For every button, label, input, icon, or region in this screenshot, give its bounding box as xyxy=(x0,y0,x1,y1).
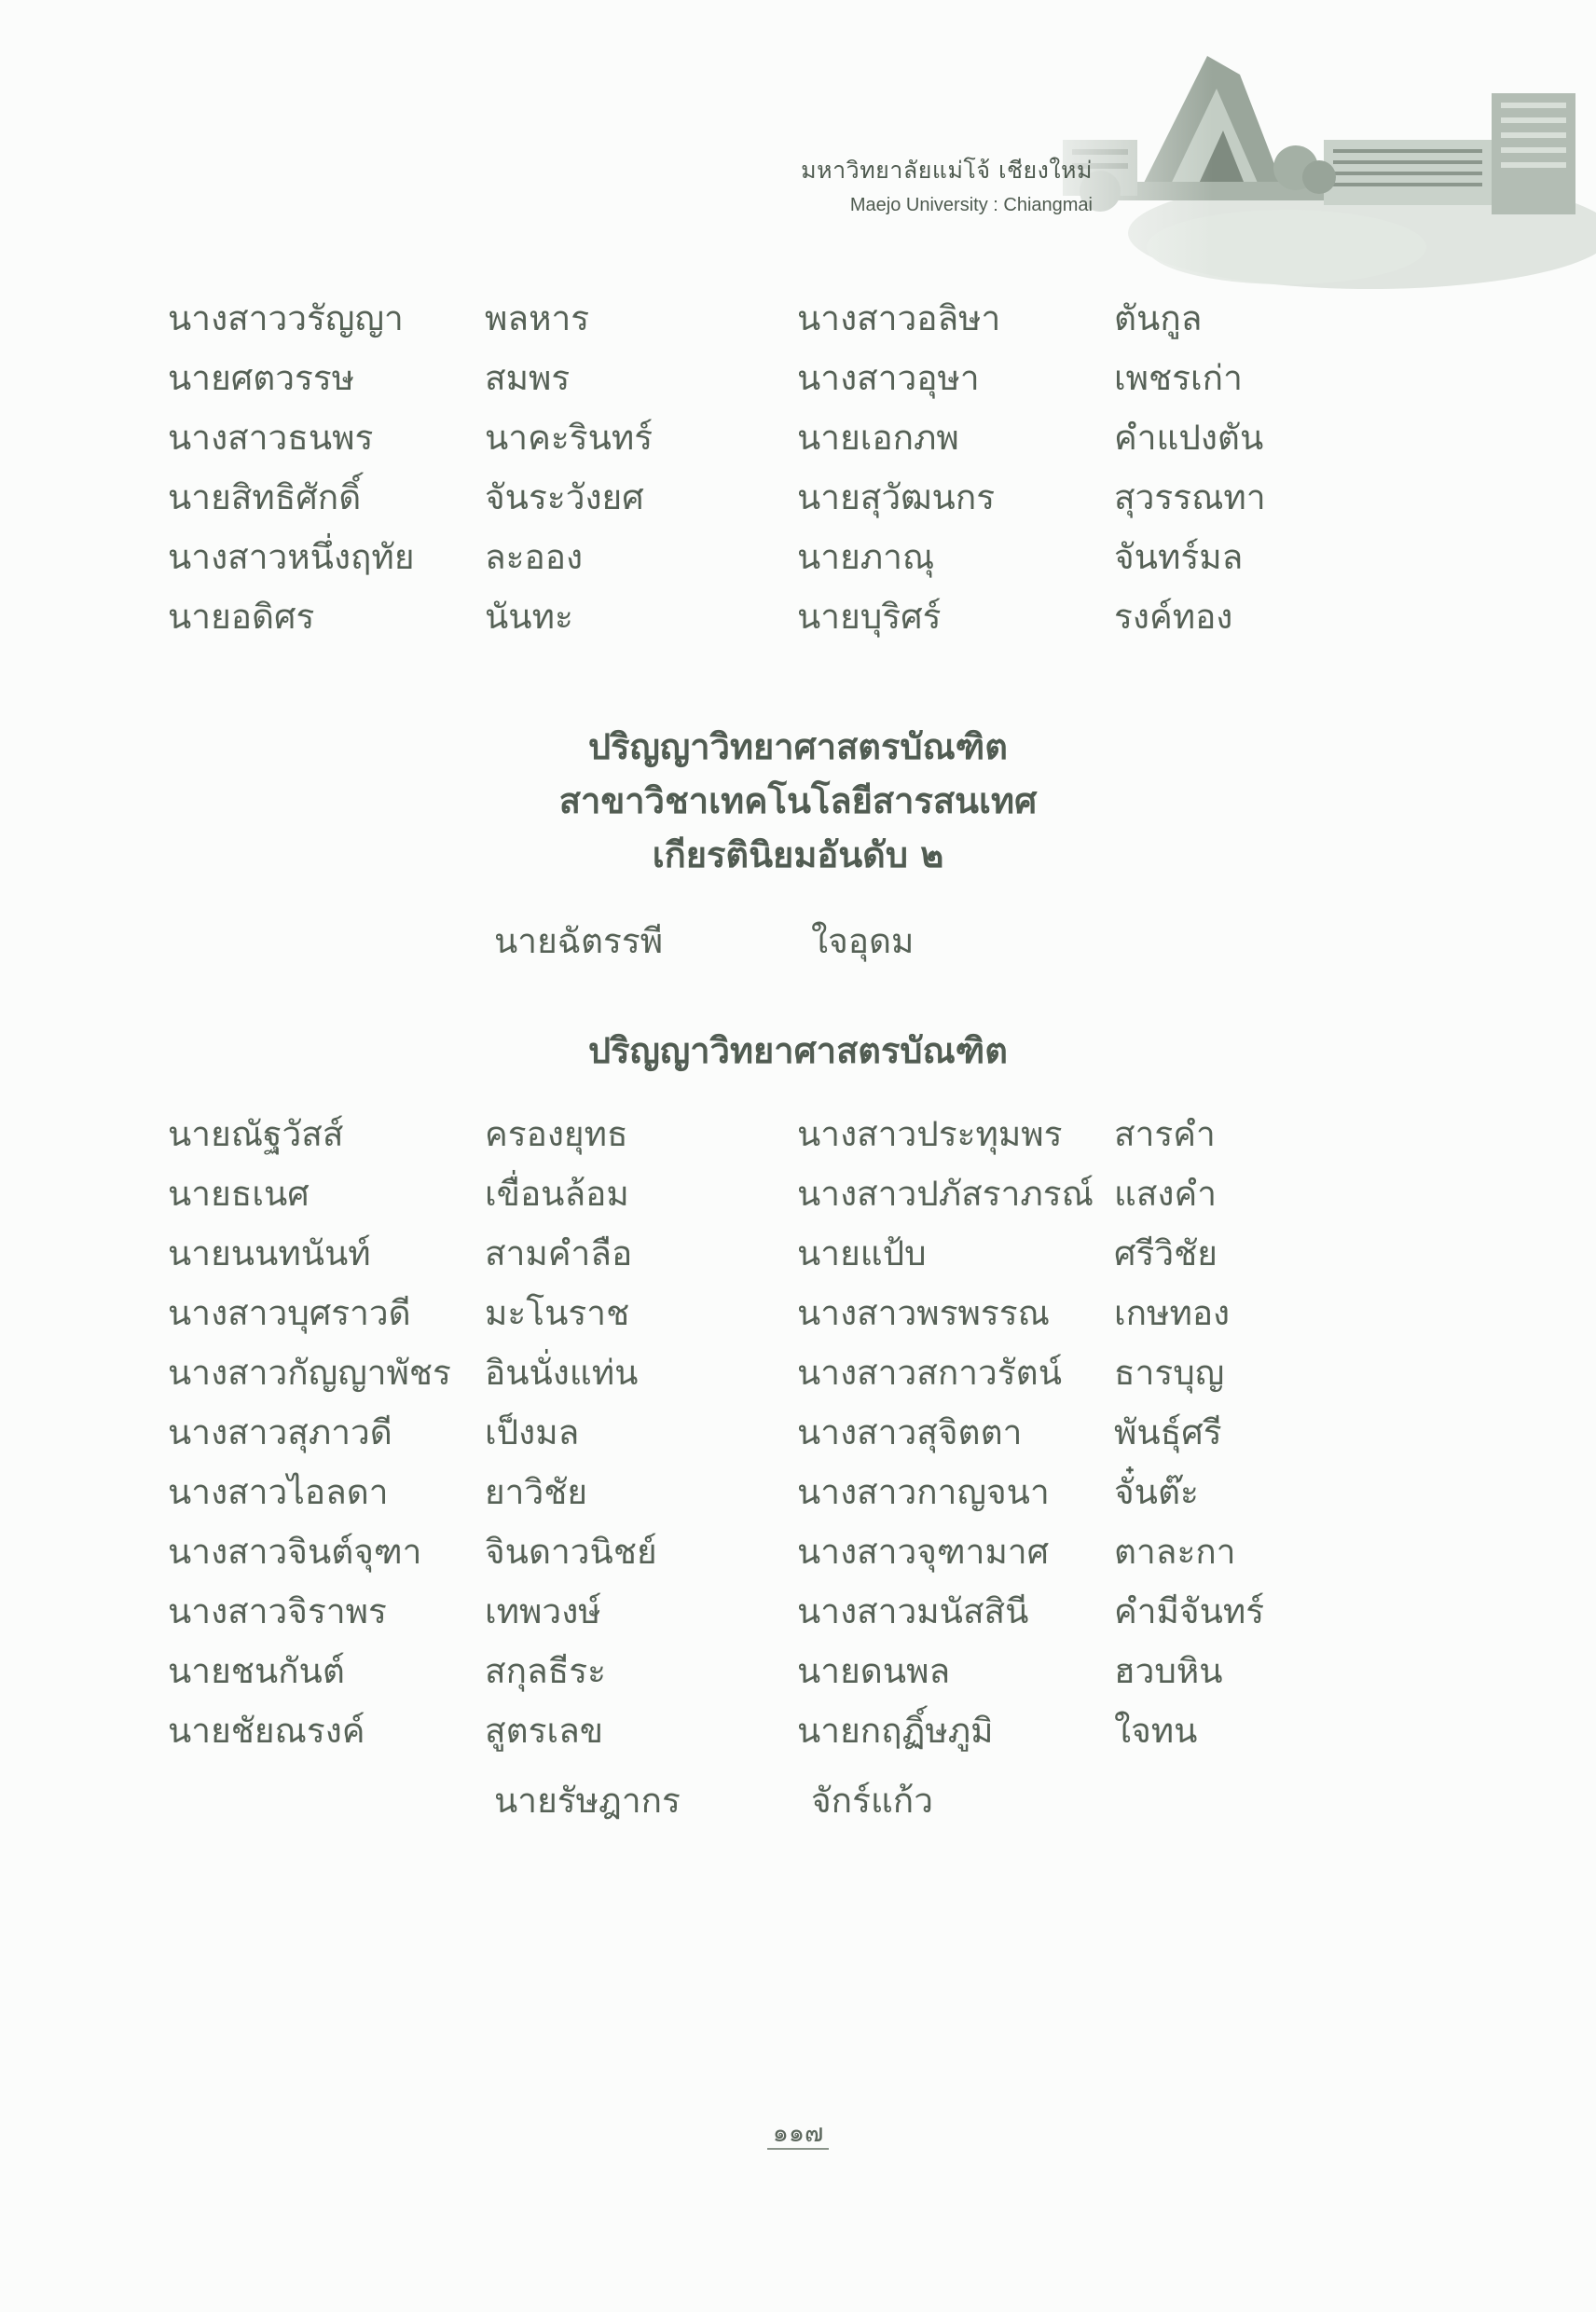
honor-graduate-row xyxy=(494,912,1035,971)
last-name: เขื่อนล้อม xyxy=(485,1174,629,1214)
last-name: นาคะรินทร์ xyxy=(485,418,654,458)
page-number-text: ๑๑๗ xyxy=(767,2119,830,2150)
first-name: นายภาณุ xyxy=(797,537,935,577)
first-name: นางสาวอุษา xyxy=(797,358,980,398)
first-name: นางสาวสกาวรัตน์ xyxy=(797,1353,1063,1393)
graduate-list-top xyxy=(168,289,1338,647)
last-name: สารคำ xyxy=(1114,1114,1216,1154)
first-name: นายชัยณรงค์ xyxy=(168,1711,365,1751)
last-name: สกุลธีระ xyxy=(485,1651,606,1691)
last-name: สูตรเลข xyxy=(485,1711,604,1751)
first-name: นายฉัตรรพี xyxy=(494,921,664,961)
last-name: พลหาร xyxy=(485,298,590,338)
graduate-list-bottom xyxy=(168,1105,1338,1761)
first-name: นายรัษฎากร xyxy=(494,1781,681,1821)
first-name: นางสาวบุศราวดี xyxy=(168,1293,411,1333)
first-name: นายศตวรรษ xyxy=(168,358,355,398)
last-name: จั๋นต๊ะ xyxy=(1114,1472,1199,1512)
last-name: แสงคำ xyxy=(1114,1174,1218,1214)
graduate-row-last xyxy=(494,1771,1035,1831)
last-name: ตาละกา xyxy=(1114,1532,1236,1572)
degree-heading-honors xyxy=(0,720,1596,882)
first-name: นายธเนศ xyxy=(168,1174,310,1214)
university-brand xyxy=(801,152,1093,216)
first-name: นายเอกภพ xyxy=(797,418,959,458)
last-name: เกษทอง xyxy=(1114,1293,1231,1333)
first-name: นางสาวกาญจนา xyxy=(797,1472,1050,1512)
last-name: สมพร xyxy=(485,358,571,398)
first-name: นางสาวพรพรรณ xyxy=(797,1293,1050,1333)
last-name: อินนั่งแท่น xyxy=(485,1353,639,1393)
major-title: สาขาวิชาเทคโนโลยีสารสนเทศ xyxy=(558,780,1038,821)
first-name: นายกฤฏิ์ษภูมิ xyxy=(797,1711,994,1751)
first-name: นายดนพล xyxy=(797,1651,951,1691)
university-name-thai: มหาวิทยาลัยแม่โจ้ เชียงใหม่ xyxy=(801,157,1093,184)
first-name: นางสาวอลิษา xyxy=(797,298,1001,338)
last-name: ยาวิชัย xyxy=(485,1472,588,1512)
first-name: นางสาวสุภาวดี xyxy=(168,1412,392,1452)
last-name: ใจทน xyxy=(1114,1711,1198,1751)
last-name: จินดาวนิชย์ xyxy=(485,1532,657,1572)
last-name: รงค์ทอง xyxy=(1114,597,1233,637)
last-name: ครองยุทธ xyxy=(485,1114,628,1154)
first-name: นายสิทธิศักดิ์ xyxy=(168,477,362,517)
first-name: นายอดิศร xyxy=(168,597,315,637)
degree-heading xyxy=(0,1024,1596,1078)
first-name: นายบุริศร์ xyxy=(797,597,942,637)
last-name: ใจอุดม xyxy=(811,921,915,961)
university-name-english: Maejo University : Chiangmai xyxy=(849,195,1093,215)
last-name: ฮวบหิน xyxy=(1114,1651,1223,1691)
last-name: สามคำลือ xyxy=(485,1233,633,1273)
first-name: นางสาวกัญญาพัชร xyxy=(168,1353,451,1393)
first-name: นางสาวธนพร xyxy=(168,418,374,458)
first-name: นางสาวจินต์จุฑา xyxy=(168,1532,422,1572)
first-name: นางสาวมนัสสินี xyxy=(797,1591,1029,1631)
last-name: จันระวังยศ xyxy=(485,477,644,517)
page-number xyxy=(0,2112,1596,2153)
last-name: เทพวงษ์ xyxy=(485,1591,601,1631)
last-name: จักร์แก้ว xyxy=(811,1781,933,1821)
degree-title: ปริญญาวิทยาศาสตรบัณฑิต xyxy=(588,1030,1008,1071)
first-name: นางสาววรัญญา xyxy=(168,298,404,338)
last-name: ศรีวิชัย xyxy=(1114,1233,1218,1273)
last-name: สุวรรณทา xyxy=(1114,477,1266,517)
university-building-illustration xyxy=(1007,0,1596,298)
first-name: นายสุวัฒนกร xyxy=(797,477,996,517)
last-name: จันทร์มล xyxy=(1114,537,1244,577)
last-name: เป็งมล xyxy=(485,1412,580,1452)
first-name: นางสาวหนึ่งฤทัย xyxy=(168,537,415,577)
first-name: นางสาวไอลดา xyxy=(168,1472,389,1512)
first-name: นางสาวปภัสราภรณ์ xyxy=(797,1174,1094,1214)
last-name: มะโนราช xyxy=(485,1293,630,1333)
first-name: นายแป้บ xyxy=(797,1233,927,1273)
first-name: นางสาวจุฑามาศ xyxy=(797,1532,1050,1572)
last-name: คำแปงตัน xyxy=(1114,418,1264,458)
first-name: นางสาวสุจิตตา xyxy=(797,1412,1023,1452)
last-name: ธารบุญ xyxy=(1114,1353,1225,1393)
last-name: พันธุ์ศรี xyxy=(1114,1412,1222,1452)
last-name: นันทะ xyxy=(485,597,573,637)
first-name: นายนนทนันท์ xyxy=(168,1233,371,1273)
honor-rank-title: เกียรตินิยมอันดับ ๒ xyxy=(652,834,944,875)
last-name: คำมีจันทร์ xyxy=(1114,1591,1265,1631)
last-name: ตันกูล xyxy=(1114,298,1203,338)
first-name: นายชนกันต์ xyxy=(168,1651,345,1691)
first-name: นางสาวประทุมพร xyxy=(797,1114,1063,1154)
degree-title: ปริญญาวิทยาศาสตรบัณฑิต xyxy=(588,726,1008,767)
first-name: นายณัฐวัสส์ xyxy=(168,1114,344,1154)
last-name: เพชรเก่า xyxy=(1114,358,1243,398)
last-name: ละออง xyxy=(485,537,584,577)
first-name: นางสาวจิราพร xyxy=(168,1591,387,1631)
